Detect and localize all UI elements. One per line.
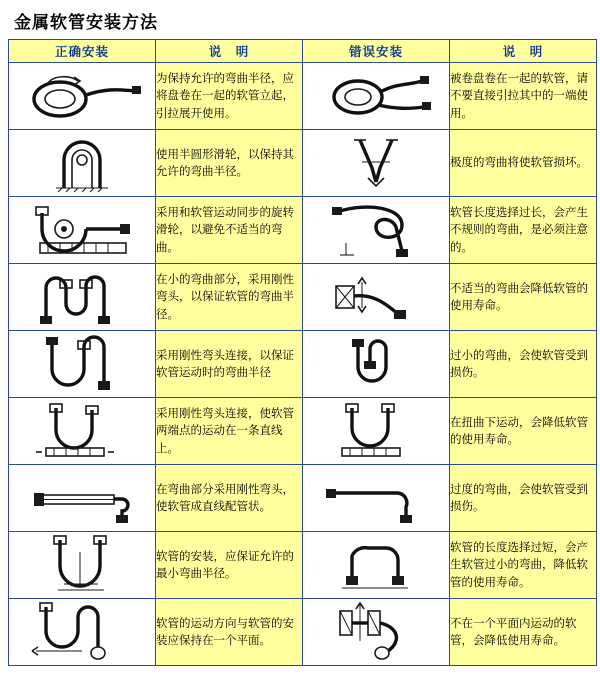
coiled-hose-correct-icon [9, 63, 156, 130]
table-row [9, 599, 597, 666]
wrong-desc-text: 不在一个平面内运动的软管，会降低使用寿命。 [450, 599, 597, 666]
correct-desc-text: 在弯曲部分采用刚性弯头，使软管成直线配管状。 [156, 465, 303, 532]
header-correct-install: 正确安装 [9, 40, 156, 63]
wrong-desc-text: 不适当的弯曲会降低软管的使用寿命。 [450, 264, 597, 331]
table-row [9, 398, 597, 465]
min-bend-radius-correct-icon [9, 532, 156, 599]
over-bend-wrong-icon [303, 465, 450, 532]
table-row [9, 63, 597, 130]
table-header [9, 40, 597, 63]
improper-bend-wrong-icon [303, 264, 450, 331]
rigid-elbow-connection-correct-icon [9, 331, 156, 398]
page-title: 金属软管安装方法 [14, 13, 158, 33]
table-row [9, 465, 597, 532]
table-row [9, 264, 597, 331]
table-row [9, 130, 597, 197]
too-small-bend-wrong-icon [303, 331, 450, 398]
correct-desc-text: 为保持允许的弯曲半径，应将盘卷在一起的软管立起，引拉展开使用。 [156, 63, 303, 130]
header-wrong-desc: 说 明 [450, 40, 597, 63]
rigid-elbow-small-bend-correct-icon [9, 264, 156, 331]
straight-line-motion-correct-icon [9, 398, 156, 465]
torsion-motion-wrong-icon [303, 398, 450, 465]
wrong-desc-text: 过度的弯曲，会使软管受到损伤。 [450, 465, 597, 532]
correct-desc-text: 软管的安装，应保证允许的最小弯曲半径。 [156, 532, 303, 599]
correct-desc-text: 采用刚性弯头连接，使软管两端点的运动在一条直线上。 [156, 398, 303, 465]
correct-desc-text: 软管的运动方向与软管的安装应保持在一个平面。 [156, 599, 303, 666]
excess-length-wrong-icon [303, 197, 450, 264]
header-row [9, 40, 597, 63]
wrong-desc-text: 软管的长度选择过短，会产生软管过小的弯曲，降低软管的使用寿命。 [450, 532, 597, 599]
wrong-desc-text: 过小的弯曲，会使软管受到损伤。 [450, 331, 597, 398]
header-correct-desc: 说 明 [156, 40, 303, 63]
same-plane-motion-correct-icon [9, 599, 156, 666]
header-wrong-install: 错误安装 [303, 40, 450, 63]
correct-desc-text: 使用半圆形滑轮，以保持其允许的弯曲半径。 [156, 130, 303, 197]
coiled-hose-wrong-icon [303, 63, 450, 130]
wrong-desc-text: 在扭曲下运动，会降低软管的使用寿命。 [450, 398, 597, 465]
semicircular-sheave-correct-icon [9, 130, 156, 197]
too-short-length-wrong-icon [303, 532, 450, 599]
wrong-desc-text: 软管长度选择过长，会产生不规则的弯曲，是必须注意的。 [450, 197, 597, 264]
wrong-desc-text: 极度的弯曲将使软管损坏。 [450, 130, 597, 197]
straight-pipe-elbow-correct-icon [9, 465, 156, 532]
sharp-bend-wrong-icon [303, 130, 450, 197]
correct-desc-text: 采用和软管运动同步的旋转滑轮，以避免不适当的弯曲。 [156, 197, 303, 264]
table-row [9, 197, 597, 264]
table-row [9, 532, 597, 599]
correct-desc-text: 采用刚性弯头连接，以保证软管运动时的弯曲半径 [156, 331, 303, 398]
correct-desc-text: 在小的弯曲部分，采用刚性弯头，以保证软管的弯曲半径。 [156, 264, 303, 331]
installation-methods-table [8, 39, 597, 666]
wrong-desc-text: 被卷盘卷在一起的软管，请不要直接引拉其中的一端使用。 [450, 63, 597, 130]
table-body [9, 63, 597, 666]
table-row [9, 331, 597, 398]
rotating-sheave-correct-icon [9, 197, 156, 264]
out-of-plane-motion-wrong-icon [303, 599, 450, 666]
